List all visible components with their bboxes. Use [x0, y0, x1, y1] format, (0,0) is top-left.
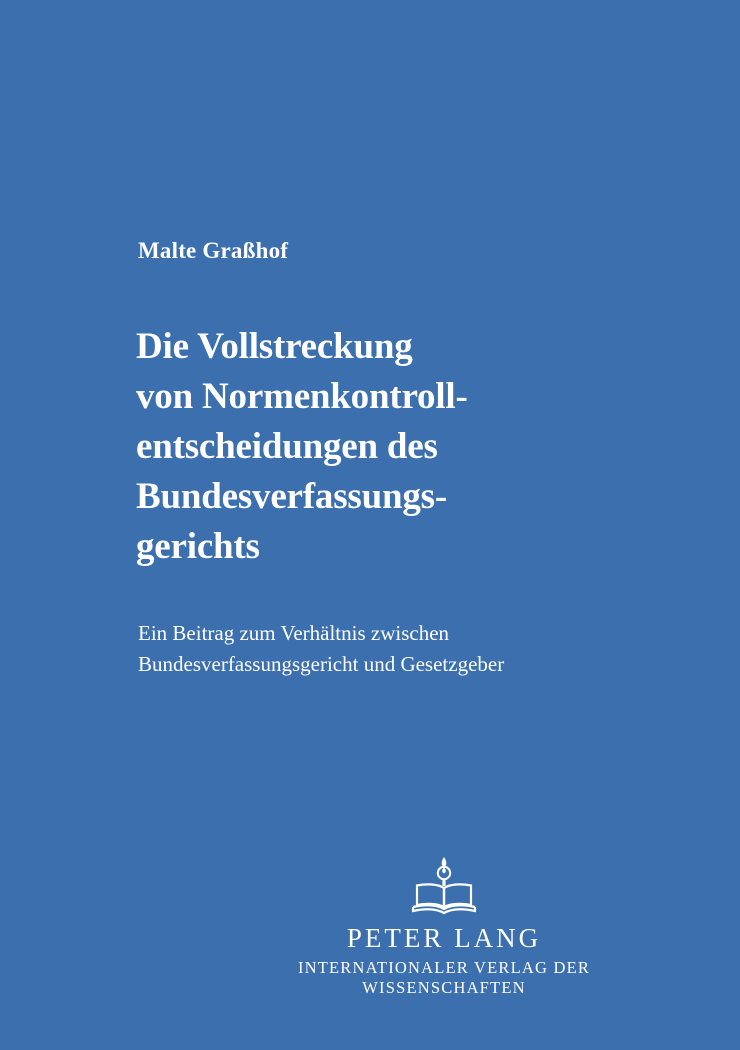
- subtitle-line: Ein Beitrag zum Verhältnis zwischen: [138, 621, 450, 645]
- title-line: entscheidungen des: [136, 426, 438, 467]
- author-name: Malte Graßhof: [138, 238, 289, 263]
- title-line: gerichts: [136, 526, 260, 567]
- publisher-name: PETER LANG: [346, 923, 542, 953]
- title-line: Bundesverfassungs-: [136, 476, 447, 517]
- book-torch-icon: [407, 855, 481, 917]
- book-subtitle: [138, 618, 658, 680]
- book-title: [136, 322, 656, 572]
- title-line: Die Vollstreckung: [136, 326, 413, 367]
- title-line: von Normenkontroll-: [136, 376, 468, 417]
- subtitle-line: Bundesverfassungsgericht und Gesetzgeber: [138, 652, 505, 676]
- publisher-tagline: INTERNATIONALER VERLAG DER WISSENSCHAFTEN: [297, 958, 591, 997]
- publisher-logo: [234, 855, 654, 917]
